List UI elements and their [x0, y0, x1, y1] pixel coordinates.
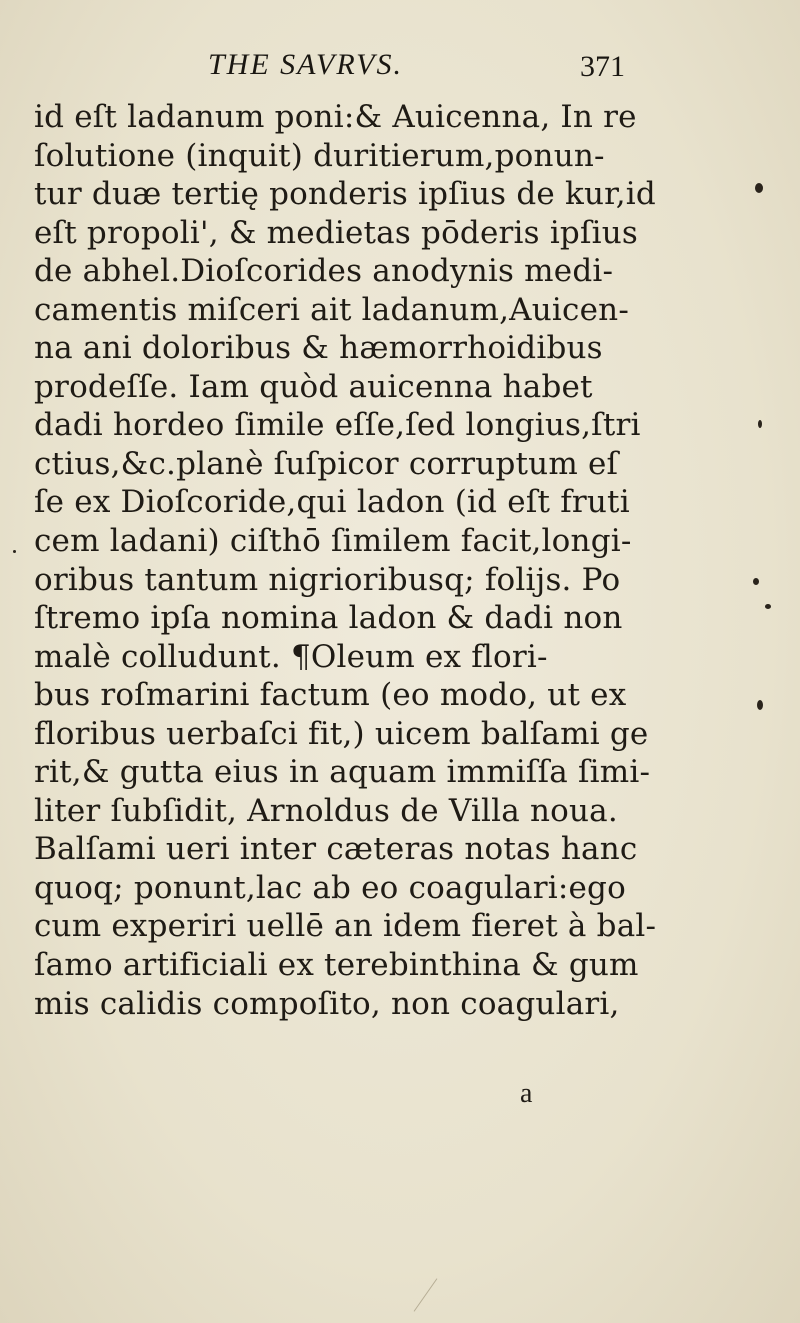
text-line: cum experiri uellē an idem fieret à bal-: [34, 908, 657, 945]
body-text: [34, 98, 734, 1023]
text-line: liter ſubſidit, Arnoldus de Villa noua.: [34, 792, 618, 829]
text-line: oribus tantum nigrioribusq; folijs. Po: [34, 561, 621, 598]
page-number: 371: [580, 50, 625, 83]
text-line: quoq; ponunt,lac ab eo coagulari:ego: [34, 869, 626, 906]
text-line: tur duæ tertię ponderis ipſius de kur,id: [34, 176, 656, 213]
text-line: id eſt ladanum poni:& Auicenna, In re: [34, 99, 637, 135]
text-line: ſamo artificiali ex terebinthina & gum: [34, 947, 639, 984]
text-line: floribus uerbaſci fit,) uicem balſami ge: [34, 715, 649, 752]
text-line: ſe ex Dioſcoride,qui ladon (id eſt fruti: [34, 484, 630, 521]
ink-spot: [765, 604, 771, 609]
text-line: eſt propoli', & medietas pōderis ipſius: [34, 214, 639, 251]
text-line: de abhel.Dioſcorides anodynis medi-: [34, 253, 614, 290]
ink-spot: [758, 420, 762, 428]
ink-spot: [13, 550, 16, 553]
catchword: a: [520, 1078, 533, 1109]
text-line: malè colludunt. ¶Oleum ex flori-: [34, 638, 548, 675]
ink-spot: [757, 700, 763, 710]
text-line: na ani doloribus & hæmorrhoidibus: [34, 330, 603, 367]
text-line: camentis miſceri ait ladanum,Auicen-: [34, 291, 629, 328]
ink-spot: [753, 578, 759, 585]
text-line: ctius,&c.planè ſuſpicor corruptum eſ: [34, 445, 619, 482]
ink-spot: [755, 183, 763, 193]
text-line: rit,& gutta eius in aquam immiſſa ſimi-: [34, 754, 651, 791]
text-line: cem ladani) ciſthō ſimilem facit,longi-: [34, 523, 632, 560]
text-line: bus roſmarini factum (eo modo, ut ex: [34, 677, 627, 714]
text-line: mis calidis compoſito, non coagulari,: [34, 985, 620, 1022]
text-line: ſolutione (inquit) duritierum,ponun-: [34, 137, 605, 174]
text-line: ſtremo ipſa nomina ladon & dadi non: [34, 600, 623, 637]
text-line: dadi hordeo ſimile eſſe,ſed longius,ſtri: [34, 407, 641, 444]
running-title: THE SAVRVS.: [208, 48, 403, 81]
text-line: Balſami ueri inter cæteras notas hanc: [34, 831, 638, 868]
paper-crease: [414, 1278, 438, 1311]
text-line: prodeſſe. Iam quòd auicenna habet: [34, 368, 593, 405]
